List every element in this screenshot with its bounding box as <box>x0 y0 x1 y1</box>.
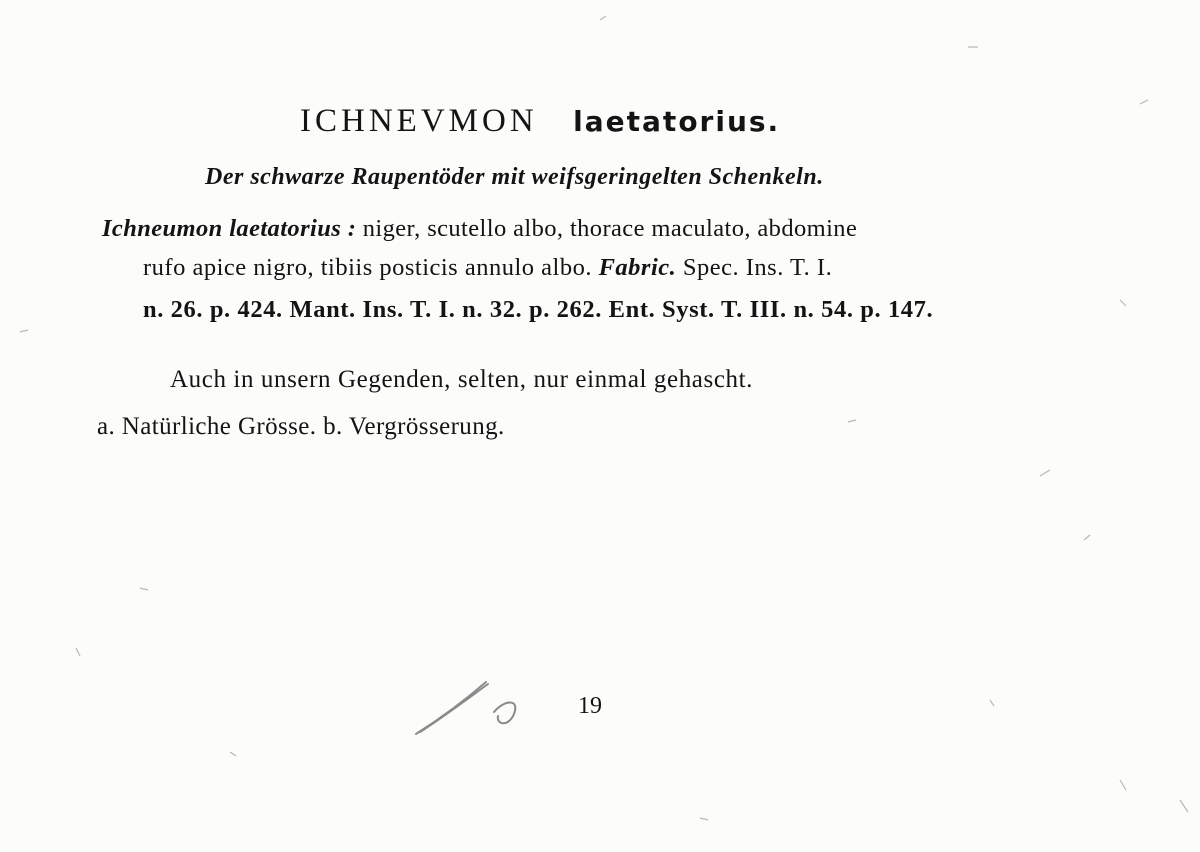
diagnosis-line-1 <box>102 214 857 244</box>
species-name: laetatorius. <box>573 105 781 138</box>
page-number: 19 <box>578 693 602 719</box>
latin-binomial: Ichneumon laetatorius : <box>102 215 357 242</box>
diagnosis-text-1: niger, scutello albo, thorace maculato, abdomine <box>362 215 858 242</box>
diagnosis-citation-1: Spec. Ins. T. I. <box>682 254 833 281</box>
figure-legend: a. Natürliche Grösse. b. Vergrösserung. <box>97 413 505 440</box>
diagnosis-citation-2: n. 26. p. 424. Mant. Ins. T. I. n. 32. p. 262. Ent. Syst. T. III. n. 54. p. 147. <box>143 296 934 323</box>
german-common-name: Der schwarze Raupentöder mit weifsgeringelten Schenkeln. <box>205 164 824 190</box>
pencil-mark <box>408 672 528 742</box>
fabricius-reference: Fabric. <box>598 254 677 281</box>
species-heading <box>300 100 780 142</box>
diagnosis-text-2: rufo apice nigro, tibiis posticis annulo albo. <box>143 254 592 281</box>
habitat-note: Auch in unsern Gegenden, selten, nur einmal gehascht. <box>170 366 754 393</box>
diagnosis-line-2 <box>143 253 832 283</box>
genus-name: ICHNEVMON <box>300 103 538 139</box>
